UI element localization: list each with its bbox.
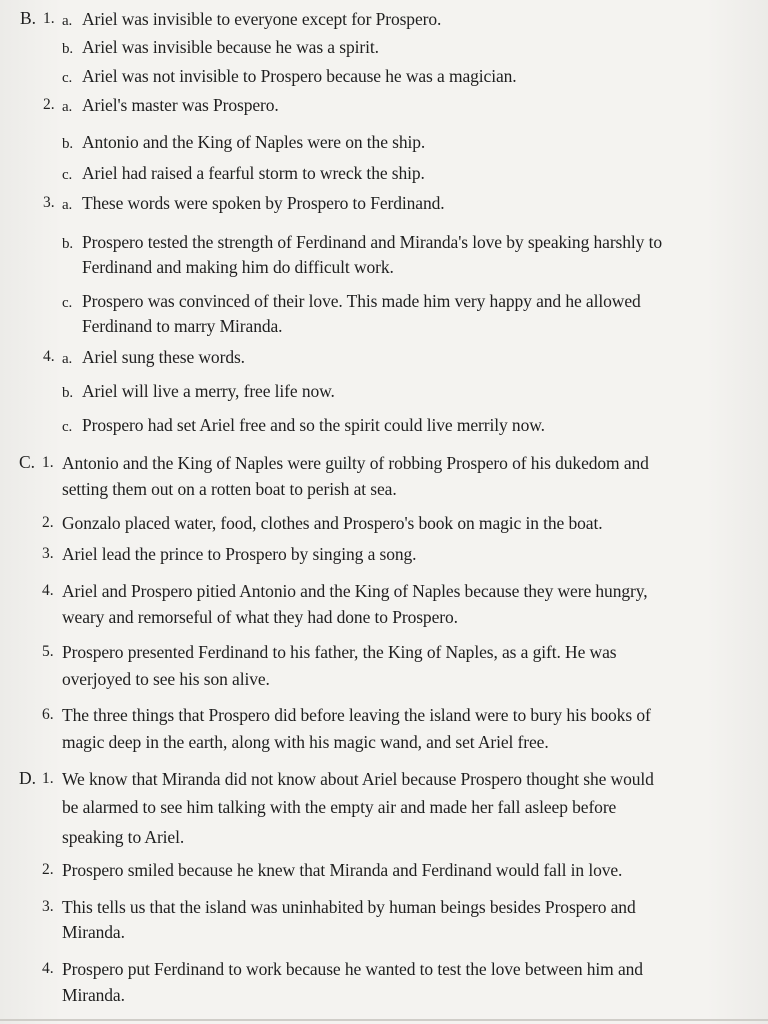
answer-continuation: Ferdinand to marry Miranda. xyxy=(82,316,283,336)
answer-text: Ariel had raised a fearful storm to wreck the ship. xyxy=(82,163,425,183)
sub-letter: c. xyxy=(62,167,73,183)
answer-text: Prospero was convinced of their love. This made him very happy and he allowed xyxy=(82,291,641,311)
item-number: 1. xyxy=(43,10,55,27)
item-number: 5. xyxy=(42,643,54,660)
item-number: 3. xyxy=(42,545,54,562)
answer-continuation: be alarmed to see him talking with the empty air and made her fall asleep before xyxy=(62,797,617,817)
answer-text: Ariel was invisible because he was a spirit. xyxy=(82,37,379,57)
answer-continuation: weary and remorseful of what they had done to Prospero. xyxy=(62,607,458,627)
sub-letter: b. xyxy=(62,41,74,57)
sub-letter: a. xyxy=(62,13,73,29)
section-label: B. xyxy=(20,8,37,28)
answer-continuation: Ferdinand and making him do difficult work. xyxy=(82,257,394,277)
answer-text: We know that Miranda did not know about Ariel because Prospero thought she would xyxy=(62,769,654,789)
sub-letter: a. xyxy=(62,99,73,115)
item-number: 1. xyxy=(42,454,54,471)
sub-letter: a. xyxy=(62,197,73,213)
answer-text: Ariel will live a merry, free life now. xyxy=(82,381,335,401)
answer-continuation: speaking to Ariel. xyxy=(62,827,185,847)
answer-text: This tells us that the island was uninhabited by human beings besides Prospero and xyxy=(62,897,636,917)
answer-text: Prospero tested the strength of Ferdinand and Miranda's love by speaking harshly to xyxy=(82,232,663,252)
sub-letter: c. xyxy=(62,419,73,435)
section-label: D. xyxy=(19,768,37,788)
page-bottom-edge xyxy=(0,1019,768,1021)
answer-text: The three things that Prospero did before leaving the island were to bury his books of xyxy=(62,705,651,725)
answer-text: Prospero presented Ferdinand to his father, the King of Naples, as a gift. He was xyxy=(62,642,617,662)
item-number: 4. xyxy=(42,960,54,977)
answer-text: Ariel was invisible to everyone except for Prospero. xyxy=(82,9,442,29)
answer-text: Ariel lead the prince to Prospero by singing a song. xyxy=(62,544,417,564)
answer-continuation: setting them out on a rotten boat to perish at sea. xyxy=(62,479,397,499)
answer-text: Antonio and the King of Naples were on the ship. xyxy=(82,132,426,152)
sub-letter: b. xyxy=(62,136,74,152)
item-number: 2. xyxy=(42,861,54,878)
item-number: 4. xyxy=(43,348,55,365)
answer-text: Prospero smiled because he knew that Miranda and Ferdinand would fall in love. xyxy=(62,860,623,880)
answer-text: Prospero had set Ariel free and so the spirit could live merrily now. xyxy=(82,415,545,435)
section-label: C. xyxy=(19,452,36,472)
sub-letter: b. xyxy=(62,236,74,252)
answer-text: These words were spoken by Prospero to Ferdinand. xyxy=(82,193,445,213)
answer-text: Ariel and Prospero pitied Antonio and the King of Naples because they were hungry, xyxy=(62,581,648,601)
answer-continuation: magic deep in the earth, along with his magic wand, and set Ariel free. xyxy=(62,732,549,752)
item-number: 2. xyxy=(43,96,55,113)
answer-text: Prospero put Ferdinand to work because he wanted to test the love between him and xyxy=(62,959,643,979)
answer-text: Ariel's master was Prospero. xyxy=(82,95,279,115)
answer-text: Ariel was not invisible to Prospero because he was a magician. xyxy=(82,66,517,86)
sub-letter: a. xyxy=(62,351,73,367)
item-number: 2. xyxy=(42,514,54,531)
answer-continuation: Miranda. xyxy=(62,985,125,1005)
sub-letter: c. xyxy=(62,70,73,86)
answer-text: Ariel sung these words. xyxy=(82,347,245,367)
answer-text: Gonzalo placed water, food, clothes and Prospero's book on magic in the boat. xyxy=(62,513,603,533)
item-number: 3. xyxy=(43,194,55,211)
answer-text: Antonio and the King of Naples were guilty of robbing Prospero of his dukedom and xyxy=(62,453,649,473)
sub-letter: b. xyxy=(62,385,74,401)
item-number: 1. xyxy=(42,770,54,787)
item-number: 6. xyxy=(42,706,54,723)
item-number: 4. xyxy=(42,582,54,599)
item-number: 3. xyxy=(42,898,54,915)
answer-continuation: overjoyed to see his son alive. xyxy=(62,669,270,689)
answer-continuation: Miranda. xyxy=(62,922,125,942)
sub-letter: c. xyxy=(62,295,73,311)
